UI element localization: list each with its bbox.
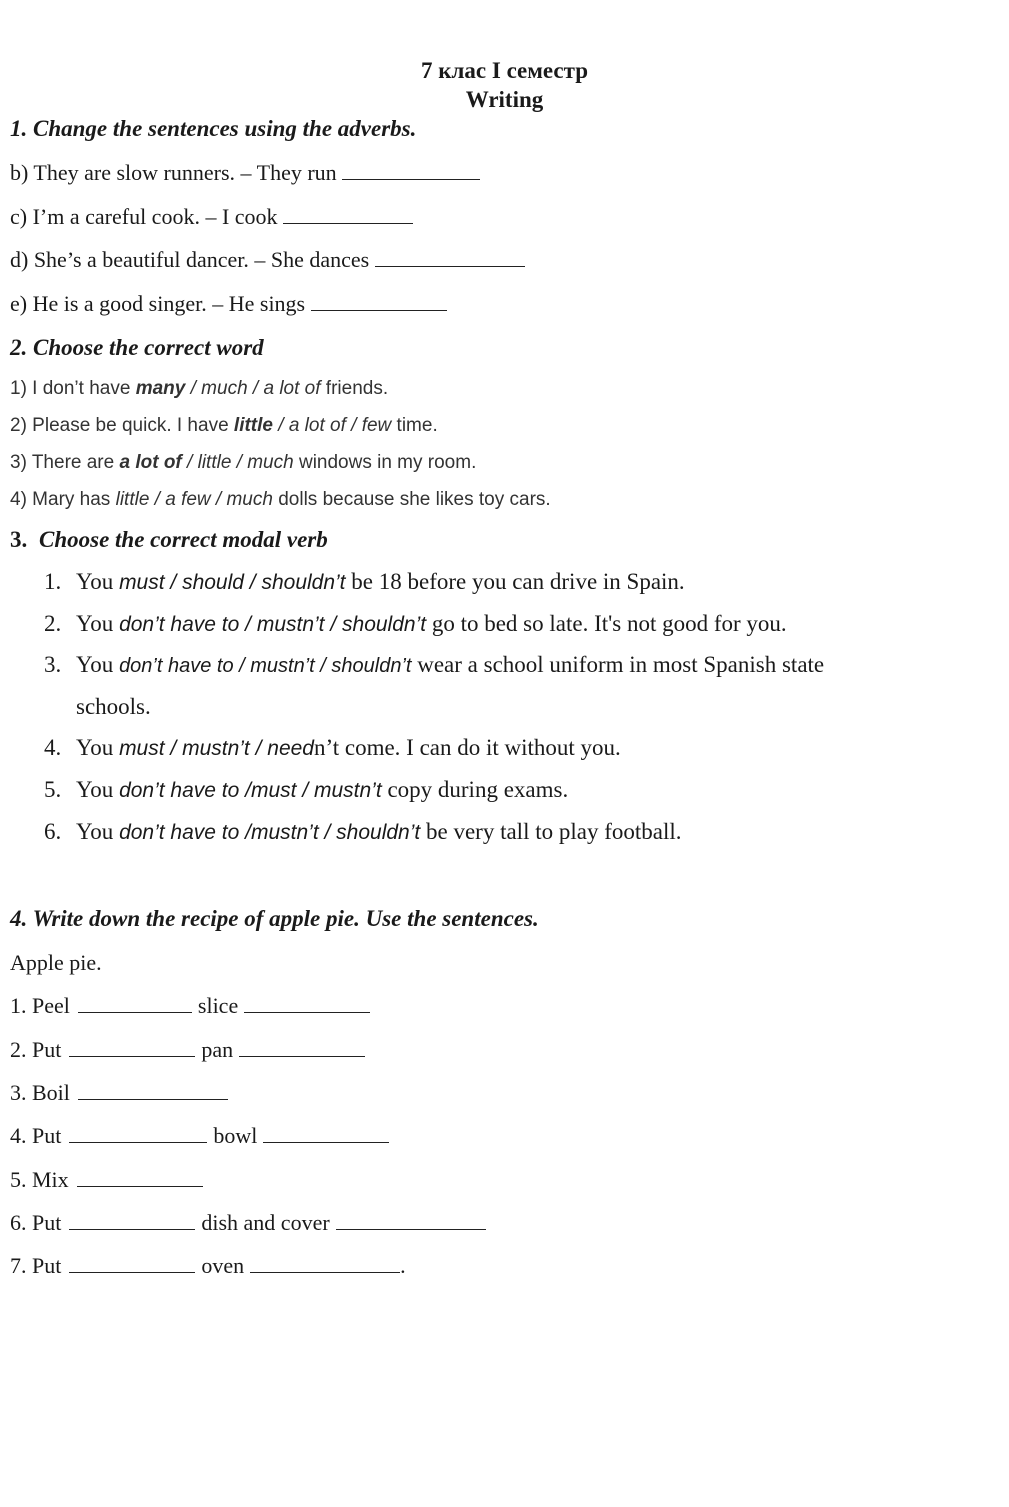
- section1-heading: 1. Change the sentences using the adverbs.: [10, 116, 417, 141]
- recipe-step-1: [10, 993, 370, 1019]
- recipe-step-2: [10, 1037, 365, 1063]
- section3-heading: [10, 527, 328, 553]
- options[interactable]: don’t have to /must / mustn’t: [119, 779, 382, 802]
- recipe-step-6: [10, 1210, 486, 1236]
- section2-item-4: [10, 489, 551, 511]
- sentence-text: n’t come. I can do it without you.: [313, 735, 621, 760]
- answer-blank[interactable]: [375, 248, 525, 267]
- item-number: 3.: [44, 652, 62, 677]
- page-subtitle: Writing: [465, 87, 544, 112]
- item-number: 2.: [44, 611, 62, 636]
- section3-item-6: [44, 819, 681, 845]
- recipe-title: Apple pie.: [10, 950, 102, 975]
- section3-item-3-continuation: schools.: [76, 694, 151, 719]
- step-label: 3. Boil: [10, 1080, 70, 1105]
- options[interactable]: little / a few: [115, 489, 211, 510]
- sentence-text: copy during exams.: [381, 777, 569, 802]
- answer-blank[interactable]: [239, 1038, 365, 1057]
- section3-item-2: [44, 611, 787, 637]
- answer-blank[interactable]: [69, 1254, 195, 1273]
- step-label: 2. Put: [10, 1037, 62, 1062]
- options[interactable]: don’t have to / mustn’t / shouldn’t: [119, 655, 412, 677]
- sentence-text: go to bed so late. It's not good for you.: [426, 611, 787, 636]
- options[interactable]: / much: [210, 489, 273, 510]
- sentence-text: be very tall to play football.: [420, 819, 682, 844]
- section4-heading: 4. Write down the recipe of apple pie. Use the sentences.: [10, 906, 539, 931]
- option-selected[interactable]: little: [233, 415, 273, 436]
- sentence-text: 2) Please be quick. I have: [10, 415, 234, 436]
- section3-item-3: [44, 652, 824, 678]
- answer-blank[interactable]: [342, 161, 480, 180]
- sentence-text: You: [76, 735, 120, 760]
- recipe-step-3: [10, 1080, 228, 1106]
- options[interactable]: / little / much: [181, 452, 294, 473]
- section3-item-5: [44, 777, 568, 803]
- sentence-text: wear a school uniform in most Spanish state: [411, 652, 825, 677]
- answer-blank[interactable]: [250, 1254, 400, 1273]
- option-selected[interactable]: a lot of: [119, 452, 182, 473]
- sentence-text: d) She’s a beautiful dancer. – She dances: [10, 247, 375, 272]
- sentence-text: You: [76, 569, 120, 594]
- sentence-text: time.: [391, 415, 438, 436]
- options[interactable]: must / should / shouldn’t: [119, 571, 346, 594]
- section3-item-4: [44, 735, 621, 761]
- item-number: 4.: [44, 735, 62, 760]
- step-label: 4. Put: [10, 1123, 62, 1148]
- option-selected[interactable]: many: [135, 378, 186, 399]
- answer-blank[interactable]: [283, 205, 413, 224]
- options[interactable]: / a lot of / few: [272, 415, 392, 436]
- options[interactable]: don’t have to / mustn’t / shouldn’t: [119, 613, 427, 636]
- section2-item-1: [10, 378, 388, 400]
- answer-blank[interactable]: [78, 1081, 228, 1100]
- recipe-step-7: [10, 1253, 406, 1279]
- section3-title: Choose the correct modal verb: [39, 527, 328, 552]
- options[interactable]: must / mustn’t / need: [119, 737, 314, 760]
- page-title: 7 клас I семестр: [421, 58, 588, 83]
- step-label: 1. Peel: [10, 993, 70, 1018]
- sentence-text: 4) Mary has: [10, 489, 116, 510]
- sentence-text: windows in my room.: [293, 452, 477, 473]
- answer-blank[interactable]: [244, 994, 370, 1013]
- section2-item-2: [10, 415, 438, 437]
- step-label: slice: [197, 993, 239, 1018]
- step-label: pan: [201, 1037, 234, 1062]
- answer-blank[interactable]: [336, 1211, 486, 1230]
- recipe-step-5: [10, 1167, 203, 1193]
- step-label: oven: [201, 1253, 245, 1278]
- sentence-text: You: [76, 777, 120, 802]
- section1-item-b: [10, 160, 480, 186]
- section1-item-e: [10, 291, 447, 317]
- options[interactable]: / much / a lot of: [185, 378, 321, 399]
- section1-item-c: [10, 204, 413, 230]
- recipe-step-4: [10, 1123, 389, 1149]
- step-label: dish and cover: [201, 1210, 330, 1235]
- answer-blank[interactable]: [69, 1038, 195, 1057]
- sentence-text: 1) I don’t have: [10, 378, 136, 399]
- sentence-text: 3) There are: [10, 452, 120, 473]
- sentence-text: be 18 before you can drive in Spain.: [345, 569, 685, 594]
- step-label: 6. Put: [10, 1210, 62, 1235]
- sentence-text: You: [76, 652, 120, 677]
- sentence-text: b) They are slow runners. – They run: [10, 160, 343, 185]
- section3-item-1: [44, 569, 685, 595]
- sentence-text: dolls because she likes toy cars.: [272, 489, 551, 510]
- item-number: 6.: [44, 819, 62, 844]
- sentence-text: You: [76, 819, 120, 844]
- section2-heading: 2. Choose the correct word: [10, 335, 264, 360]
- item-number: 5.: [44, 777, 62, 802]
- section1-item-d: [10, 247, 525, 273]
- answer-blank[interactable]: [77, 1168, 203, 1187]
- item-number: 1.: [44, 569, 62, 594]
- section3-number: 3.: [10, 527, 28, 552]
- sentence-text: friends.: [320, 378, 389, 399]
- step-label: 5. Mix: [10, 1167, 69, 1192]
- step-label: 7. Put: [10, 1253, 62, 1278]
- step-label: bowl: [213, 1123, 258, 1148]
- answer-blank[interactable]: [69, 1211, 195, 1230]
- sentence-text: c) I’m a careful cook. – I cook: [10, 204, 284, 229]
- sentence-text: You: [76, 611, 120, 636]
- answer-blank[interactable]: [311, 292, 447, 311]
- sentence-text: e) He is a good singer. – He sings: [10, 291, 311, 316]
- options[interactable]: don’t have to /mustn’t / shouldn’t: [119, 821, 421, 844]
- answer-blank[interactable]: [78, 994, 192, 1013]
- step-end-punctuation: .: [400, 1253, 406, 1278]
- answer-blank[interactable]: [69, 1124, 207, 1143]
- answer-blank[interactable]: [263, 1124, 389, 1143]
- section2-item-3: [10, 452, 476, 474]
